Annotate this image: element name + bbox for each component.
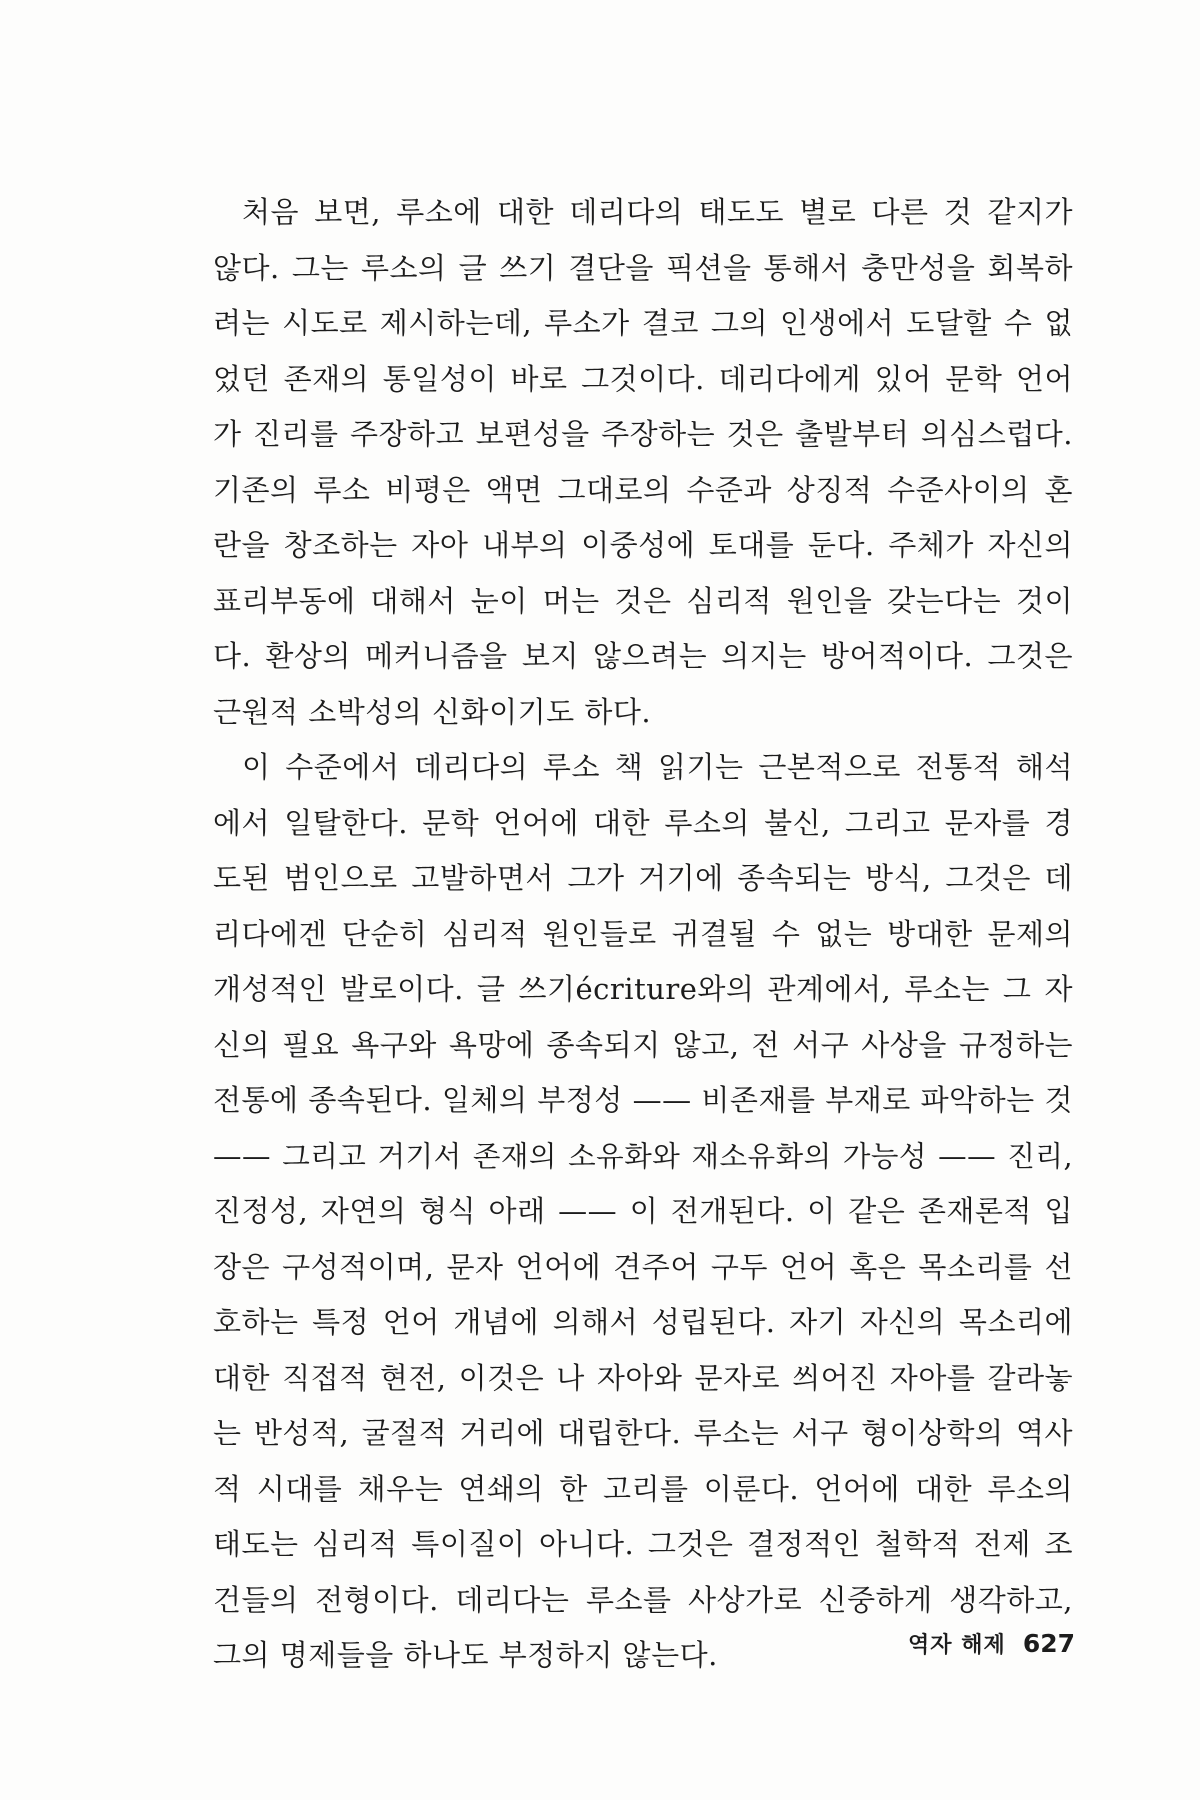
text-line: 리다에겐 단순히 심리적 원인들로 귀결될 수 없는 방대한 문제의 [213,916,1073,951]
text-line: 에서 일탈한다. 문학 언어에 대한 루소의 불신, 그리고 문자를 경 [213,805,1073,840]
text-line: 전통에 종속된다. 일체의 부정성 —— 비존재를 부재로 파악하는 것 [213,1083,1073,1117]
text-line: 호하는 특정 언어 개념에 의해서 성립된다. 자기 자신의 목소리에 [213,1305,1073,1339]
text-line: 표리부동에 대해서 눈이 머는 것은 심리적 원인을 갖는다는 것이 [213,583,1073,618]
text-line: 신의 필요 욕구와 욕망에 종속되지 않고, 전 서구 사상을 규정하는 [213,1027,1073,1062]
text-line: 려는 시도로 제시하는데, 루소가 결코 그의 인생에서 도달할 수 없 [213,306,1073,340]
text-line: —— 그리고 거기서 존재의 소유화와 재소유화의 가능성 —— 진리, [213,1139,1073,1173]
text-line: 기존의 루소 비평은 액면 그대로의 수준과 상징적 수준사이의 혼 [213,472,1073,507]
text-line: 가 진리를 주장하고 보편성을 주장하는 것은 출발부터 의심스럽다. [213,417,1073,451]
text-line: 는 반성적, 굴절적 거리에 대립한다. 루소는 서구 형이상학의 역사 [213,1416,1073,1450]
text-line: 않다. 그는 루소의 글 쓰기 결단을 픽션을 통해서 충만성을 회복하 [213,250,1073,285]
text-line: 장은 구성적이며, 문자 언어에 견주어 구두 언어 혹은 목소리를 선 [213,1249,1073,1284]
text-line: 대한 직접적 현전, 이것은 나 자아와 문자로 씌어진 자아를 갈라놓 [213,1360,1073,1395]
text-line: 도된 범인으로 고발하면서 그가 거기에 종속되는 방식, 그것은 데 [213,861,1073,895]
text-line: 었던 존재의 통일성이 바로 그것이다. 데리다에게 있어 문학 언어 [213,361,1073,396]
running-footer-section: 역자 해제 [908,1633,1006,1658]
text-line: 태도는 심리적 특이질이 아니다. 그것은 결정적인 철학적 전제 조 [213,1527,1073,1561]
text-line: 진정성, 자연의 형식 아래 —— 이 전개된다. 이 같은 존재론적 입 [213,1194,1073,1228]
text-line: 그의 명제들을 하나도 부정하지 않는다. [213,1638,718,1672]
text-line: 적 시대를 채우는 연쇄의 한 고리를 이룬다. 언어에 대한 루소의 [213,1471,1073,1506]
paragraph [213,740,1073,1684]
text-line: 건들의 전형이다. 데리다는 루소를 사상가로 신중하게 생각하고, [213,1582,1073,1617]
text-line: 처음 보면, 루소에 대한 데리다의 태도도 별로 다른 것 같지가 [242,195,1073,229]
paragraph [213,185,1073,740]
page-footer [860,1628,1075,1659]
text-line: 이 수준에서 데리다의 루소 책 읽기는 근본적으로 전통적 해석 [242,750,1073,784]
page-number: 627 [1022,1629,1075,1658]
text-line: 개성적인 발로이다. 글 쓰기écriture와의 관계에서, 루소는 그 자 [213,972,1073,1006]
text-line: 란을 창조하는 자아 내부의 이중성에 토대를 둔다. 주체가 자신의 [213,528,1073,562]
body-text [213,185,1073,1684]
text-line: 근원적 소박성의 신화이기도 하다. [213,694,652,729]
text-line: 다. 환상의 메커니즘을 보지 않으려는 의지는 방어적이다. 그것은 [213,639,1073,673]
